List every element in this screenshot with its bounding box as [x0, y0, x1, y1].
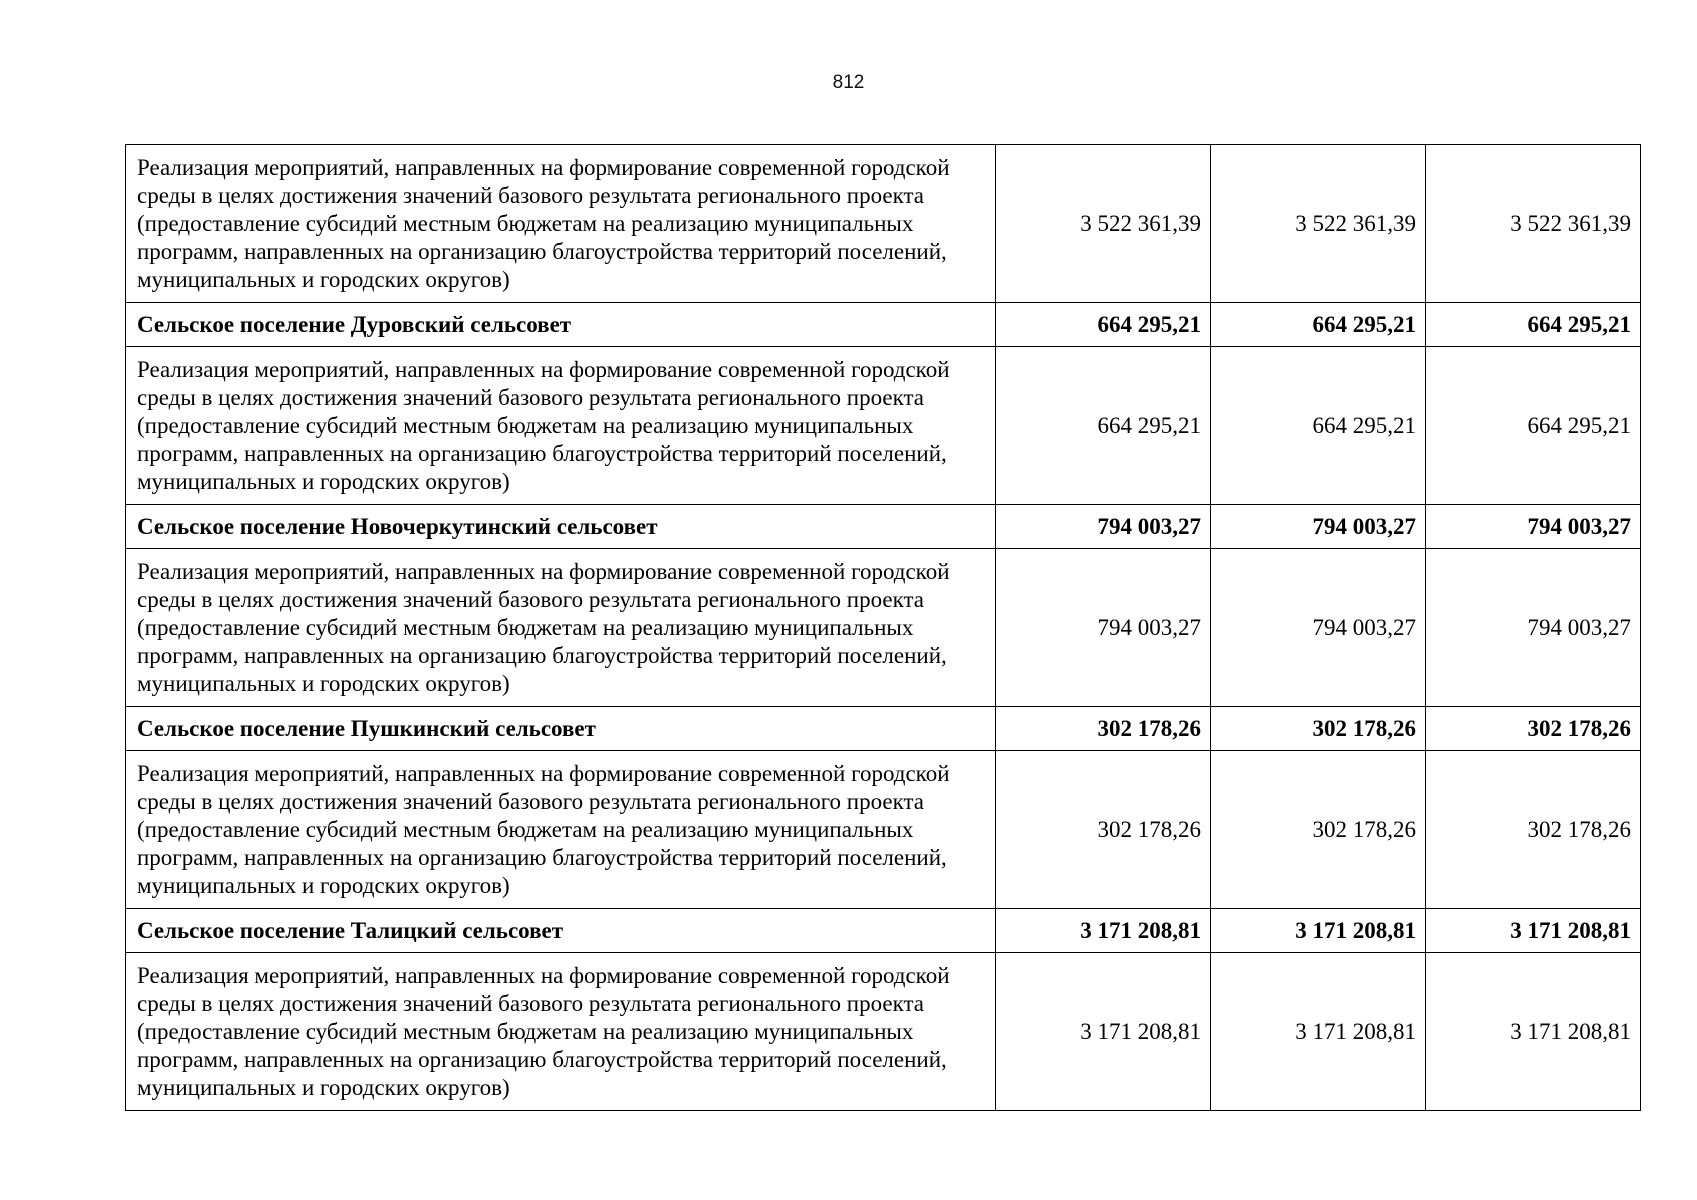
row-description: Реализация мероприятий, направленных на формирование современной городской среды в целях достижения значений базового результата регионального проекта (предоставление субсидий местным бюджетам на реализацию муниципальных программ, направленных на организацию благоустройства территорий поселений, муниципальных и городских округов) — [126, 751, 996, 909]
settlement-value-3: 794 003,27 — [1426, 505, 1641, 549]
row-value-1: 3 522 361,39 — [996, 145, 1211, 303]
row-value-1: 3 171 208,81 — [996, 953, 1211, 1111]
row-value-1: 302 178,26 — [996, 751, 1211, 909]
row-value-3: 302 178,26 — [1426, 751, 1641, 909]
row-description: Реализация мероприятий, направленных на формирование современной городской среды в целях достижения значений базового результата регионального проекта (предоставление субсидий местным бюджетам на реализацию муниципальных программ, направленных на организацию благоустройства территорий поселений, муниципальных и городских округов) — [126, 347, 996, 505]
table-row-settlement — [126, 909, 1641, 953]
settlement-value-3: 3 171 208,81 — [1426, 909, 1641, 953]
row-description: Реализация мероприятий, направленных на формирование современной городской среды в целях достижения значений базового результата регионального проекта (предоставление субсидий местным бюджетам на реализацию муниципальных программ, направленных на организацию благоустройства территорий поселений, муниципальных и городских округов) — [126, 549, 996, 707]
table-row-measure — [126, 347, 1641, 505]
row-value-3: 3 171 208,81 — [1426, 953, 1641, 1111]
settlement-value-2: 664 295,21 — [1211, 303, 1426, 347]
row-value-2: 3 171 208,81 — [1211, 953, 1426, 1111]
table-row-measure — [126, 549, 1641, 707]
row-value-2: 3 522 361,39 — [1211, 145, 1426, 303]
settlement-name: Сельское поселение Пушкинский сельсовет — [126, 707, 996, 751]
budget-table — [125, 144, 1641, 1111]
row-description: Реализация мероприятий, направленных на формирование современной городской среды в целях достижения значений базового результата регионального проекта (предоставление субсидий местным бюджетам на реализацию муниципальных программ, направленных на организацию благоустройства территорий поселений, муниципальных и городских округов) — [126, 953, 996, 1111]
table-row-measure — [126, 145, 1641, 303]
settlement-value-2: 794 003,27 — [1211, 505, 1426, 549]
row-value-2: 794 003,27 — [1211, 549, 1426, 707]
settlement-name: Сельское поселение Талицкий сельсовет — [126, 909, 996, 953]
settlement-value-3: 664 295,21 — [1426, 303, 1641, 347]
row-value-2: 302 178,26 — [1211, 751, 1426, 909]
settlement-value-2: 3 171 208,81 — [1211, 909, 1426, 953]
row-value-1: 664 295,21 — [996, 347, 1211, 505]
settlement-value-1: 664 295,21 — [996, 303, 1211, 347]
table-row-settlement — [126, 303, 1641, 347]
settlement-value-1: 302 178,26 — [996, 707, 1211, 751]
table-row-measure — [126, 751, 1641, 909]
settlement-value-1: 794 003,27 — [996, 505, 1211, 549]
table-row-settlement — [126, 707, 1641, 751]
settlement-value-2: 302 178,26 — [1211, 707, 1426, 751]
row-value-3: 3 522 361,39 — [1426, 145, 1641, 303]
page-number: 812 — [832, 72, 865, 93]
row-value-3: 794 003,27 — [1426, 549, 1641, 707]
row-value-3: 664 295,21 — [1426, 347, 1641, 505]
settlement-name: Сельское поселение Дуровский сельсовет — [126, 303, 996, 347]
table-row-settlement — [126, 505, 1641, 549]
settlement-value-3: 302 178,26 — [1426, 707, 1641, 751]
settlement-value-1: 3 171 208,81 — [996, 909, 1211, 953]
table-row-measure — [126, 953, 1641, 1111]
row-value-1: 794 003,27 — [996, 549, 1211, 707]
row-description: Реализация мероприятий, направленных на формирование современной городской среды в целях достижения значений базового результата регионального проекта (предоставление субсидий местным бюджетам на реализацию муниципальных программ, направленных на организацию благоустройства территорий поселений, муниципальных и городских округов) — [126, 145, 996, 303]
settlement-name: Сельское поселение Новочеркутинский сельсовет — [126, 505, 996, 549]
row-value-2: 664 295,21 — [1211, 347, 1426, 505]
